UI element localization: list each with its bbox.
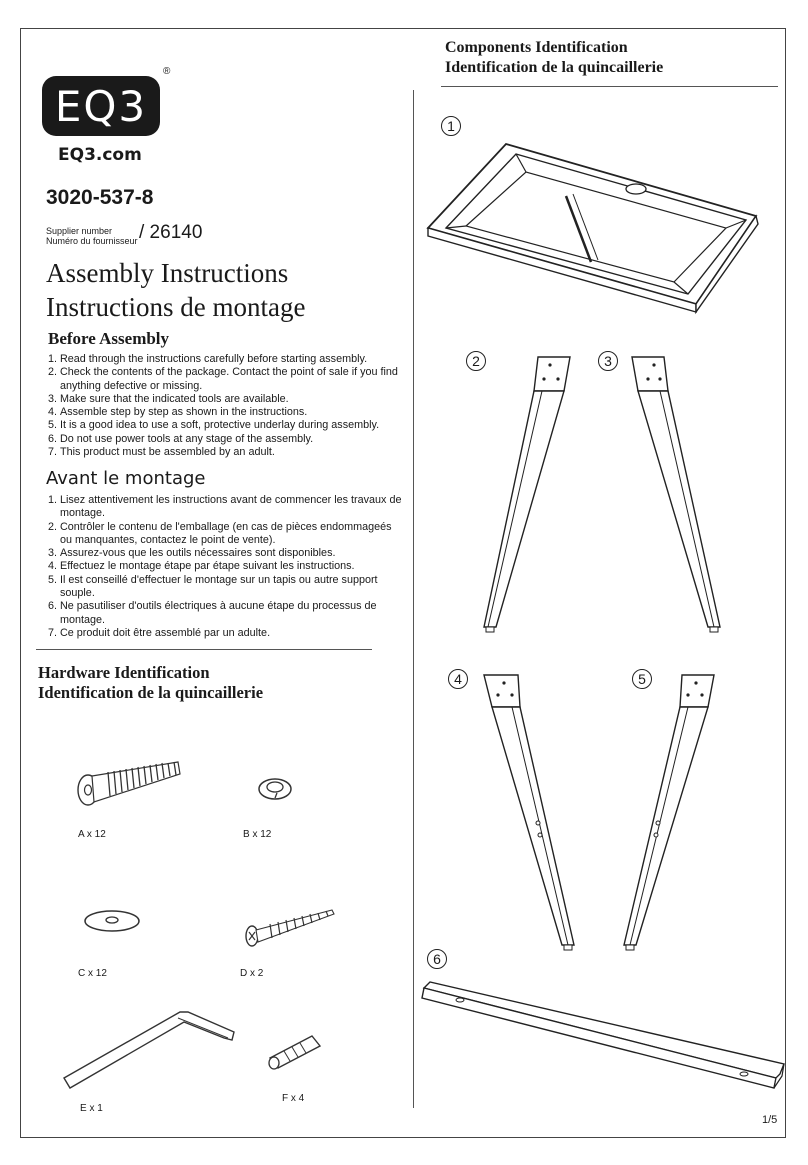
page-number: 1/5 xyxy=(762,1114,778,1126)
leg-2-drawing xyxy=(478,355,578,635)
hardware-label-b: B x 12 xyxy=(243,829,272,840)
hardware-label-d: D x 2 xyxy=(240,968,264,979)
website: EQ3.com xyxy=(58,145,142,165)
supplier-label-en: Supplier number xyxy=(46,226,113,236)
avant-montage-list xyxy=(36,494,405,640)
supplier-label xyxy=(46,226,138,246)
list-item: 4. Effectuez le montage étape par étape suivant les instructions. xyxy=(60,560,405,573)
avant-montage-heading: Avant le montage xyxy=(46,468,206,489)
title-fr: Instructions de montage xyxy=(46,292,306,322)
leg-4-drawing xyxy=(482,673,582,953)
component-number-3: 3 xyxy=(598,351,618,371)
supplier-label-fr: Numéro du fournisseur xyxy=(46,236,138,246)
components-heading-fr: Identification de la quincaillerie xyxy=(445,59,664,76)
registered-mark: ® xyxy=(163,66,171,77)
list-item: 7. This product must be assembled by an adult. xyxy=(60,446,405,459)
list-item: 2. Contrôler le contenu de l'emballage (en cas de pièces endommageés ou manquantes, contactez le point de vente). xyxy=(60,521,405,548)
flat-washer-icon xyxy=(82,908,142,934)
hardware-label-c: C x 12 xyxy=(78,968,107,979)
leg-5-drawing xyxy=(618,673,718,953)
tabletop-drawing xyxy=(426,136,786,316)
hardware-heading-fr: Identification de la quincaillerie xyxy=(38,683,264,702)
list-item: 3. Make sure that the indicated tools are available. xyxy=(60,393,405,406)
list-item: 5. Il est conseillé d'effectuer le montage sur un tapis ou autre support souple. xyxy=(60,574,405,601)
component-number-2: 2 xyxy=(466,351,486,371)
component-number-1: 1 xyxy=(441,116,461,136)
column-divider xyxy=(413,90,414,1108)
list-item: 6. Do not use power tools at any stage of the assembly. xyxy=(60,433,405,446)
dowel-icon xyxy=(264,1030,324,1070)
component-number-4: 4 xyxy=(448,669,468,689)
list-item: 3. Assurez-vous que les outils nécessaires sont disponibles. xyxy=(60,547,405,560)
before-assembly-heading: Before Assembly xyxy=(48,329,170,348)
supplier-number: / 26140 xyxy=(139,222,203,243)
list-item: 5. It is a good idea to use a soft, protective underlay during assembly. xyxy=(60,419,405,432)
list-item: 2. Check the contents of the package. Contact the point of sale if you find anything defective or missing. xyxy=(60,366,405,393)
components-heading-en: Components Identification xyxy=(445,39,628,56)
eq3-logo: EQ3 xyxy=(42,76,160,136)
list-item: 4. Assemble step by step as shown in the instructions. xyxy=(60,406,405,419)
rail-drawing xyxy=(420,978,790,1098)
leg-3-drawing xyxy=(628,355,728,635)
component-number-6: 6 xyxy=(427,949,447,969)
hardware-label-f: F x 4 xyxy=(282,1093,305,1104)
hardware-label-e: E x 1 xyxy=(80,1103,103,1114)
list-item: 1. Read through the instructions carefully before starting assembly. xyxy=(60,353,405,366)
list-item: 6. Ne pasutiliser d'outils électriques à aucune étape du processus de montage. xyxy=(60,600,405,627)
title-en: Assembly Instructions xyxy=(46,258,289,288)
wood-screw-icon xyxy=(240,906,340,950)
bolt-icon xyxy=(70,752,190,812)
product-number: 3020-537-8 xyxy=(46,186,154,209)
section-divider xyxy=(36,649,372,650)
allen-key-icon xyxy=(60,1008,240,1088)
components-rule xyxy=(441,86,778,87)
before-assembly-list xyxy=(36,353,405,459)
component-number-5: 5 xyxy=(632,669,652,689)
hardware-label-a: A x 12 xyxy=(78,829,106,840)
spring-washer-icon xyxy=(255,774,295,804)
list-item: 7. Ce produit doit être assemblé par un adulte. xyxy=(60,627,405,640)
list-item: 1. Lisez attentivement les instructions avant de commencer les travaux de montage. xyxy=(60,494,405,521)
hardware-heading-en: Hardware Identification xyxy=(38,663,210,682)
